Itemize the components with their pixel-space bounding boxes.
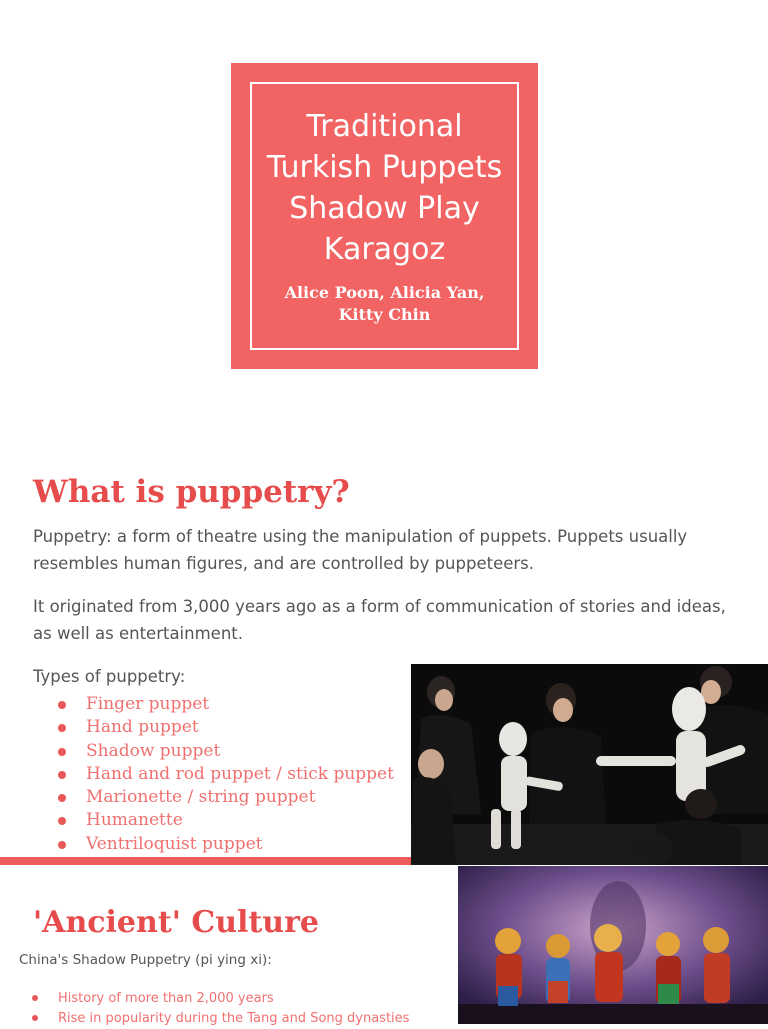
bullet-icon — [58, 841, 66, 849]
list-item-label: Shadow puppet — [86, 740, 221, 761]
culture-subheading: China's Shadow Puppetry (pi ying xi): — [19, 952, 272, 968]
culture-heading: 'Ancient' Culture — [33, 905, 319, 940]
title-card-border — [250, 82, 519, 350]
list-item-label: Finger puppet — [86, 694, 210, 714]
authors-line: Alice Poon, Alicia Yan, — [284, 283, 485, 302]
puppetry-heading: What is puppetry? — [33, 474, 350, 510]
list-item-label: Hand puppet — [86, 717, 199, 738]
section-divider — [0, 857, 411, 865]
list-item — [56, 786, 394, 809]
list-item — [56, 693, 394, 716]
puppetry-types-list — [56, 693, 394, 856]
bullet-icon — [58, 771, 66, 779]
bullet-icon — [58, 724, 66, 732]
bullet-icon — [58, 817, 66, 825]
list-item — [30, 1009, 409, 1029]
list-item-label: History of more than 2,000 years — [58, 991, 274, 1006]
list-item — [56, 740, 394, 763]
bullet-icon — [58, 748, 66, 756]
list-item-label: Marionette / string puppet — [86, 787, 316, 808]
list-item-label: Ventriloquist puppet — [86, 833, 263, 854]
title-line: Turkish Puppets — [266, 150, 503, 185]
list-item-label: Humanette — [86, 810, 183, 831]
list-item — [56, 809, 394, 832]
puppetry-origin: It originated from 3,000 years ago as a form of communication of stories and ideas, as well as entertainment. — [33, 597, 726, 643]
bullet-icon — [58, 794, 66, 802]
title-line: Shadow Play — [289, 191, 480, 226]
authors-line: Kitty Chin — [338, 305, 431, 324]
culture-bullets — [30, 989, 409, 1029]
authors — [285, 282, 485, 326]
list-item-label: Hand and rod puppet / stick puppet — [86, 763, 394, 784]
list-item — [30, 989, 409, 1009]
list-item — [56, 716, 394, 739]
list-item — [56, 833, 394, 856]
list-item — [56, 763, 394, 786]
puppeteers-illustration — [411, 664, 768, 865]
shadow-puppetry-photo — [458, 866, 768, 1024]
puppeteers-photo — [411, 664, 768, 865]
list-item-label: Rise in popularity during the Tang and Song dynasties — [58, 1011, 410, 1026]
puppetry-definition: Puppetry: a form of theatre using the manipulation of puppets. Puppets usually resembles human figures, and are controlled by puppeteers. — [33, 527, 688, 573]
shadow-puppetry-illustration — [458, 866, 768, 1024]
bullet-icon — [58, 701, 66, 709]
title-line: Karagoz — [323, 232, 446, 267]
title-card — [231, 63, 538, 369]
bullet-icon — [32, 1015, 38, 1021]
title-line: Traditional — [306, 109, 463, 144]
types-label: Types of puppetry: — [33, 667, 186, 686]
bullet-icon — [32, 995, 38, 1001]
